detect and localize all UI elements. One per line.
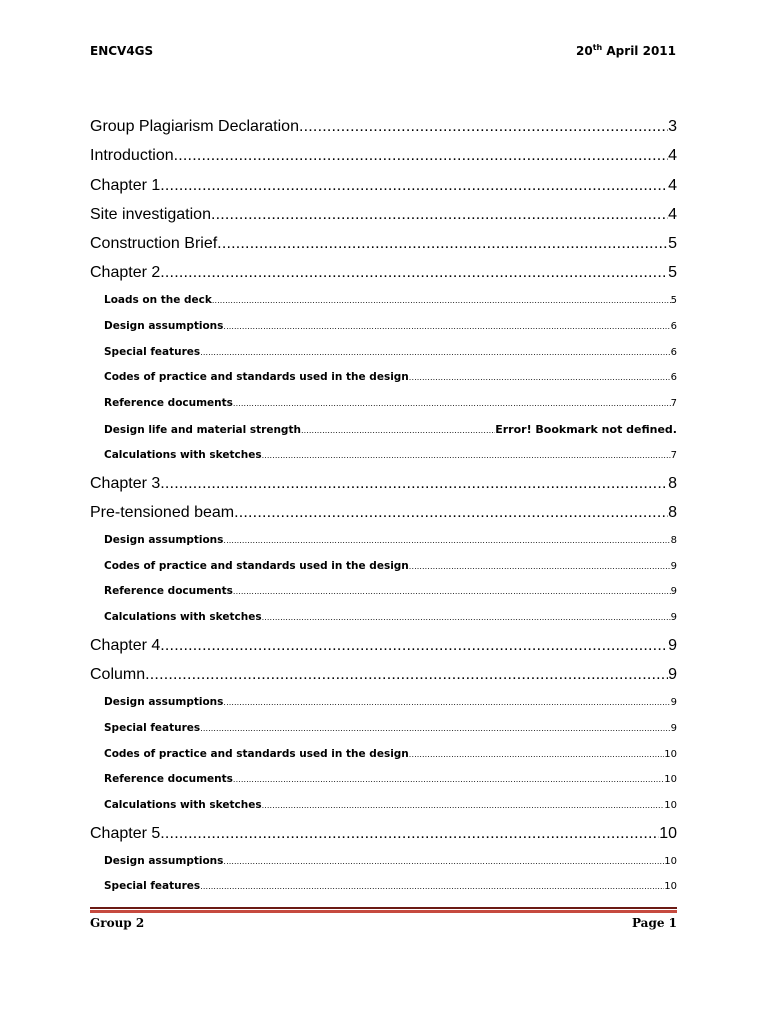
toc-page-number: 9 bbox=[670, 612, 677, 624]
toc-entry-subheading[interactable] bbox=[90, 314, 677, 340]
toc-dot-leader bbox=[223, 528, 670, 554]
toc-entry-heading[interactable] bbox=[90, 229, 677, 258]
toc-entry-label: Special features bbox=[104, 880, 201, 893]
toc-page-number: 4 bbox=[668, 147, 677, 165]
toc-dot-leader bbox=[160, 171, 668, 200]
toc-dot-leader bbox=[233, 579, 671, 605]
toc-entry-label: Group Plagiarism Declaration bbox=[90, 118, 299, 135]
toc-entry-label: Special features bbox=[104, 721, 201, 734]
toc-entry-heading[interactable] bbox=[90, 258, 677, 287]
toc-entry-label: Calculations with sketches bbox=[104, 799, 262, 812]
toc-entry-heading[interactable] bbox=[90, 498, 677, 527]
toc-dot-leader bbox=[160, 819, 659, 848]
toc-page-number: 10 bbox=[664, 800, 677, 812]
toc-entry-subheading[interactable] bbox=[90, 605, 677, 631]
toc-dot-leader bbox=[233, 391, 671, 417]
toc-entry-label: Chapter 3 bbox=[90, 475, 161, 493]
toc-entry-heading[interactable] bbox=[90, 660, 677, 689]
toc-dot-leader bbox=[409, 554, 671, 580]
toc-entry-subheading[interactable] bbox=[90, 793, 677, 819]
page-header bbox=[90, 44, 676, 58]
toc-page-number: 5 bbox=[668, 235, 677, 253]
toc-page-number: 10 bbox=[664, 748, 677, 760]
toc-entry-label: Codes of practice and standards used in the design bbox=[104, 747, 409, 760]
toc-entry-subheading[interactable] bbox=[90, 690, 677, 716]
toc-dot-leader bbox=[174, 141, 668, 170]
toc-page-number: 10 bbox=[664, 855, 677, 867]
header-date: 20th April 2011 bbox=[575, 43, 676, 58]
toc-entry-label: Codes of practice and standards used in the design bbox=[104, 371, 409, 384]
toc-entry-label: Chapter 2 bbox=[90, 264, 161, 282]
toc-page-number: Error! Bookmark not defined. bbox=[495, 423, 677, 437]
toc-entry-subheading[interactable] bbox=[90, 528, 677, 554]
toc-dot-leader bbox=[223, 849, 664, 875]
toc-entry-subheading[interactable] bbox=[90, 288, 677, 314]
toc-dot-leader bbox=[234, 498, 668, 527]
toc-dot-leader bbox=[223, 314, 670, 340]
toc-entry-subheading[interactable] bbox=[90, 417, 677, 443]
toc-page-number: 3 bbox=[668, 118, 677, 135]
header-course-code: ENCV4GS bbox=[90, 44, 154, 58]
toc-page-number: 10 bbox=[659, 825, 677, 843]
toc-entry-subheading[interactable] bbox=[90, 767, 677, 793]
toc-entry-subheading[interactable] bbox=[90, 742, 677, 768]
toc-entry-label: Calculations with sketches bbox=[104, 611, 262, 624]
toc-page-number: 5 bbox=[670, 294, 677, 306]
toc-dot-leader bbox=[160, 258, 668, 287]
toc-entry-label: Construction Brief bbox=[90, 235, 218, 253]
toc-page-number: 10 bbox=[664, 774, 677, 786]
toc-dot-leader bbox=[301, 418, 495, 443]
toc-dot-leader bbox=[160, 469, 668, 498]
toc-page-number: 4 bbox=[668, 205, 677, 223]
toc-dot-leader bbox=[299, 112, 668, 141]
toc-entry-label: Special features bbox=[104, 345, 201, 358]
toc-page-number: 8 bbox=[668, 504, 677, 522]
toc-entry-heading[interactable] bbox=[90, 819, 677, 848]
toc-dot-leader bbox=[223, 690, 670, 716]
toc-entry-label: Design assumptions bbox=[104, 319, 224, 332]
toc-entry-subheading[interactable] bbox=[90, 579, 677, 605]
toc-entry-heading[interactable] bbox=[90, 171, 677, 200]
toc-page-number: 5 bbox=[668, 264, 677, 282]
toc-page-number: 10 bbox=[664, 881, 677, 893]
toc-dot-leader bbox=[409, 742, 664, 768]
table-of-contents bbox=[90, 112, 677, 900]
toc-dot-leader bbox=[233, 767, 664, 793]
page-footer bbox=[90, 916, 677, 930]
toc-dot-leader bbox=[262, 793, 665, 819]
toc-dot-leader bbox=[409, 365, 671, 391]
toc-dot-leader bbox=[200, 874, 664, 900]
toc-entry-label: Design assumptions bbox=[104, 695, 224, 708]
toc-dot-leader bbox=[217, 229, 668, 258]
toc-entry-label: Pre-tensioned beam bbox=[90, 504, 235, 522]
toc-page-number: 9 bbox=[670, 586, 677, 598]
toc-page-number: 8 bbox=[668, 475, 677, 493]
toc-entry-label: Codes of practice and standards used in the design bbox=[104, 559, 409, 572]
toc-entry-heading[interactable] bbox=[90, 631, 677, 660]
toc-page-number: 7 bbox=[670, 450, 677, 462]
toc-dot-leader bbox=[262, 605, 671, 631]
toc-entry-subheading[interactable] bbox=[90, 340, 677, 366]
toc-dot-leader bbox=[211, 200, 668, 229]
toc-entry-heading[interactable] bbox=[90, 141, 677, 170]
toc-entry-heading[interactable] bbox=[90, 469, 677, 498]
toc-dot-leader bbox=[262, 443, 671, 469]
toc-entry-subheading[interactable] bbox=[90, 443, 677, 469]
footer-divider bbox=[90, 907, 677, 913]
toc-entry-label: Loads on the deck bbox=[104, 293, 212, 306]
toc-entry-subheading[interactable] bbox=[90, 849, 677, 875]
toc-page-number: 8 bbox=[670, 534, 677, 546]
toc-entry-label: Chapter 1 bbox=[90, 176, 161, 194]
toc-entry-label: Reference documents bbox=[104, 585, 233, 598]
footer-page-number: Page 1 bbox=[631, 916, 677, 930]
toc-entry-subheading[interactable] bbox=[90, 554, 677, 580]
toc-dot-leader bbox=[200, 716, 670, 742]
toc-page-number: 9 bbox=[668, 637, 677, 655]
toc-entry-heading[interactable] bbox=[90, 200, 677, 229]
toc-dot-leader bbox=[160, 631, 668, 660]
toc-page-number: 7 bbox=[670, 398, 677, 410]
toc-entry-subheading[interactable] bbox=[90, 874, 677, 900]
toc-page-number: 6 bbox=[670, 346, 677, 358]
toc-entry-label: Introduction bbox=[90, 147, 174, 165]
toc-entry-label: Reference documents bbox=[104, 397, 233, 410]
toc-entry-subheading[interactable] bbox=[90, 391, 677, 417]
toc-page-number: 9 bbox=[670, 696, 677, 708]
toc-entry-subheading[interactable] bbox=[90, 365, 677, 391]
toc-entry-label: Column bbox=[90, 666, 146, 684]
toc-page-number: 6 bbox=[670, 372, 677, 384]
toc-entry-label: Design life and material strength bbox=[104, 424, 301, 437]
toc-entry-label: Calculations with sketches bbox=[104, 449, 262, 462]
toc-entry-label: Chapter 4 bbox=[90, 637, 161, 655]
toc-page-number: 6 bbox=[670, 320, 677, 332]
toc-dot-leader bbox=[145, 660, 668, 689]
toc-entry-label: Design assumptions bbox=[104, 854, 224, 867]
toc-page-number: 4 bbox=[668, 176, 677, 194]
footer-group: Group 2 bbox=[90, 916, 145, 930]
toc-dot-leader bbox=[200, 340, 670, 366]
toc-entry-label: Reference documents bbox=[104, 773, 233, 786]
toc-dot-leader bbox=[212, 288, 671, 314]
toc-entry-subheading[interactable] bbox=[90, 716, 677, 742]
toc-entry-label: Site investigation bbox=[90, 205, 211, 223]
toc-page-number: 9 bbox=[670, 722, 677, 734]
toc-entry-heading[interactable] bbox=[90, 112, 677, 141]
toc-page-number: 9 bbox=[670, 560, 677, 572]
toc-page-number: 9 bbox=[668, 666, 677, 684]
toc-entry-label: Chapter 5 bbox=[90, 825, 161, 843]
toc-entry-label: Design assumptions bbox=[104, 533, 224, 546]
